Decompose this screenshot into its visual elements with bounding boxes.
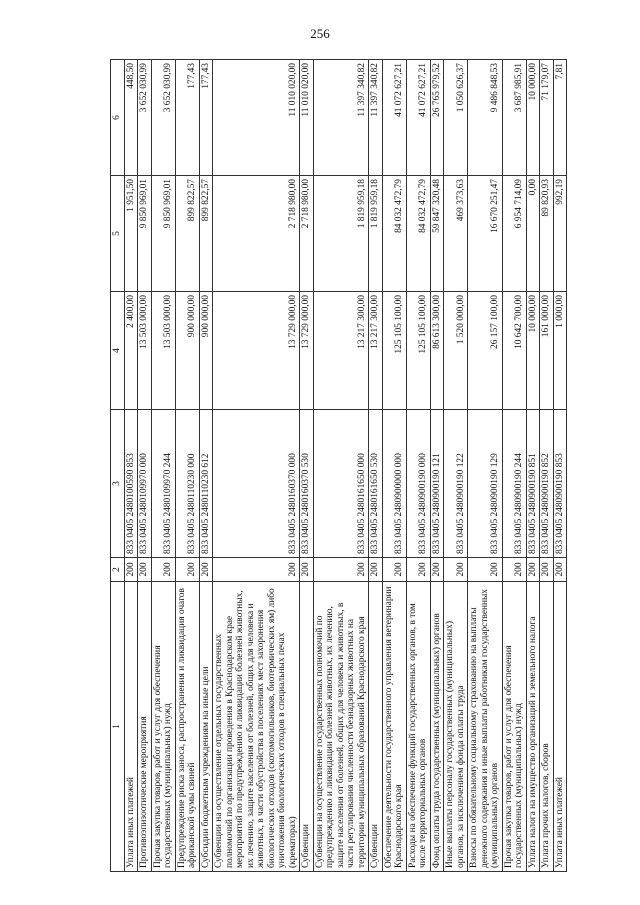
executed-amount-cell: 9 850 969,01: [151, 176, 175, 292]
executed-amount-cell: 59 847 320,48: [430, 176, 444, 292]
rotated-table-container: [110, 60, 610, 872]
approved-amount-cell: 13 503 000,00: [138, 292, 152, 410]
line-code-cell: 200: [151, 558, 175, 582]
description-cell: Уплата налога на имущество организаций и земельного налога: [526, 582, 540, 872]
header-cell-4: 4: [111, 292, 125, 410]
table-row: [300, 60, 314, 872]
executed-amount-cell: 84 032 472,79: [382, 176, 406, 292]
table-row: [199, 60, 213, 872]
line-code-cell: 200: [468, 558, 503, 582]
line-code-cell: 200: [382, 558, 406, 582]
approved-amount-cell: 86 613 300,00: [430, 292, 444, 410]
budget-code-cell: 833 0405 2480110230 612: [199, 410, 213, 558]
table-row: [175, 60, 199, 872]
budget-table: [110, 59, 567, 872]
approved-amount-cell: 900 000,00: [199, 292, 213, 410]
budget-code-cell: 833 0405 2480109970 244: [151, 410, 175, 558]
approved-amount-cell: 13 729 000,00: [213, 292, 300, 410]
table-row: [382, 60, 406, 872]
header-cell-1: 1: [111, 582, 125, 872]
line-code-cell: 200: [406, 558, 430, 582]
table-row: [124, 60, 138, 872]
table-row: [526, 60, 540, 872]
line-code-cell: 200: [175, 558, 199, 582]
unexecuted-amount-cell: 3 652 030,99: [138, 60, 152, 176]
header-cell-2: 2: [111, 558, 125, 582]
executed-amount-cell: 0,00: [526, 176, 540, 292]
budget-code-cell: 833 0405 2480900190 122: [444, 410, 468, 558]
line-code-cell: 200: [313, 558, 369, 582]
description-cell: Иные выплаты персоналу государственных (муниципальных) органов, за исключением фонда оплаты труда: [444, 582, 468, 872]
executed-amount-cell: 469 373,63: [444, 176, 468, 292]
approved-amount-cell: 26 157 100,00: [468, 292, 503, 410]
budget-code-cell: 833 0405 2480161650 000: [313, 410, 369, 558]
description-cell: Уплата иных платежей: [124, 582, 138, 872]
description-cell: Субвенции на осуществление государственных полномочий по предупреждению и ликвидации болезней животных, их лечению, защите населения от болезней, общих для человека и животных, в части регулирования численности безнадзорных животных на территории муниципальных образований Краснодарского края: [313, 582, 369, 872]
table-header-row: [111, 60, 125, 872]
budget-code-cell: 833 0405 2480900190 121: [430, 410, 444, 558]
rotated-table-frame: [110, 60, 610, 872]
table-row: [138, 60, 152, 872]
line-code-cell: 200: [213, 558, 300, 582]
budget-code-cell: 833 0405 2480900000 000: [382, 410, 406, 558]
budget-code-cell: 833 0405 2480900190 853: [553, 410, 567, 558]
line-code-cell: 200: [124, 558, 138, 582]
description-cell: Субвенции: [369, 582, 383, 872]
approved-amount-cell: 2 400,00: [124, 292, 138, 410]
page-number: 256: [310, 26, 330, 41]
unexecuted-amount-cell: 3 687 985,91: [502, 60, 526, 176]
line-code-cell: 200: [502, 558, 526, 582]
description-cell: Противоэпизоотические мероприятия: [138, 582, 152, 872]
table-row: [151, 60, 175, 872]
executed-amount-cell: 89 820,93: [540, 176, 554, 292]
budget-code-cell: 833 0405 2480900190 000: [406, 410, 430, 558]
table-header: [111, 60, 125, 872]
executed-amount-cell: 9 850 969,01: [138, 176, 152, 292]
executed-amount-cell: 2 718 980,00: [300, 176, 314, 292]
budget-code-cell: 833 0405 2480100590 853: [124, 410, 138, 558]
description-cell: Предупреждение риска заноса, распространения и ликвидация очагов африканской чумы свиней: [175, 582, 199, 872]
unexecuted-amount-cell: 11 397 340,82: [313, 60, 369, 176]
line-code-cell: 200: [526, 558, 540, 582]
budget-code-cell: 833 0405 2480110230 000: [175, 410, 199, 558]
approved-amount-cell: 900 000,00: [175, 292, 199, 410]
line-code-cell: 200: [199, 558, 213, 582]
approved-amount-cell: 161 000,00: [540, 292, 554, 410]
approved-amount-cell: 13 729 000,00: [300, 292, 314, 410]
unexecuted-amount-cell: 7,81: [553, 60, 567, 176]
approved-amount-cell: 13 217 300,00: [313, 292, 369, 410]
budget-code-cell: 833 0405 2480160370 530: [300, 410, 314, 558]
approved-amount-cell: 10 642 700,00: [502, 292, 526, 410]
executed-amount-cell: 1 819 959,18: [313, 176, 369, 292]
unexecuted-amount-cell: 177,43: [199, 60, 213, 176]
unexecuted-amount-cell: 11 010 020,00: [213, 60, 300, 176]
description-cell: Обеспечение деятельности государственного управления ветеринарии Краснодарского края: [382, 582, 406, 872]
approved-amount-cell: 13 217 300,00: [369, 292, 383, 410]
budget-code-cell: 833 0405 2480900190 851: [526, 410, 540, 558]
budget-code-cell: 833 0405 2480900190 852: [540, 410, 554, 558]
budget-code-cell: 833 0405 2480900190 244: [502, 410, 526, 558]
description-cell: Уплата прочих налогов, сборов: [540, 582, 554, 872]
executed-amount-cell: 84 032 472,79: [406, 176, 430, 292]
table-row: [468, 60, 503, 872]
description-cell: Взносы по обязательному социальному страхованию на выплаты денежного содержания и иные выплаты работникам государственных (муниципальных) органов: [468, 582, 503, 872]
unexecuted-amount-cell: 177,43: [175, 60, 199, 176]
table-row: [540, 60, 554, 872]
line-code-cell: 200: [369, 558, 383, 582]
description-cell: Прочая закупка товаров, работ и услуг для обеспечения государственных (муниципальных) нужд: [502, 582, 526, 872]
header-cell-5: 5: [111, 176, 125, 292]
description-cell: Уплата иных платежей: [553, 582, 567, 872]
table-body: [124, 60, 567, 872]
executed-amount-cell: 1 819 959,18: [369, 176, 383, 292]
budget-code-cell: 833 0405 2480900190 129: [468, 410, 503, 558]
approved-amount-cell: 1 520 000,00: [444, 292, 468, 410]
approved-amount-cell: 13 503 000,00: [151, 292, 175, 410]
line-code-cell: 200: [138, 558, 152, 582]
approved-amount-cell: 1 000,00: [553, 292, 567, 410]
budget-code-cell: 833 0405 2480160370 000: [213, 410, 300, 558]
unexecuted-amount-cell: 1 050 626,37: [444, 60, 468, 176]
unexecuted-amount-cell: 10 000,00: [526, 60, 540, 176]
line-code-cell: 200: [300, 558, 314, 582]
unexecuted-amount-cell: 41 072 627,21: [382, 60, 406, 176]
executed-amount-cell: 2 718 980,00: [213, 176, 300, 292]
table-row: [213, 60, 300, 872]
line-code-cell: 200: [553, 558, 567, 582]
unexecuted-amount-cell: 448,50: [124, 60, 138, 176]
table-row: [369, 60, 383, 872]
executed-amount-cell: 992,19: [553, 176, 567, 292]
header-cell-3: 3: [111, 410, 125, 558]
budget-code-cell: 833 0405 2480161650 530: [369, 410, 383, 558]
unexecuted-amount-cell: 71 179,07: [540, 60, 554, 176]
approved-amount-cell: 125 105 100,00: [382, 292, 406, 410]
table-row: [553, 60, 567, 872]
description-cell: Расходы на обеспечение функций государственных органов, в том числе территориальных органов: [406, 582, 430, 872]
description-cell: Субсидии бюджетным учреждениям на иные цели: [199, 582, 213, 872]
table-row: [406, 60, 430, 872]
unexecuted-amount-cell: 3 652 030,99: [151, 60, 175, 176]
unexecuted-amount-cell: 26 765 979,52: [430, 60, 444, 176]
budget-code-cell: 833 0405 2480109970 000: [138, 410, 152, 558]
unexecuted-amount-cell: 11 010 020,00: [300, 60, 314, 176]
executed-amount-cell: 16 670 251,47: [468, 176, 503, 292]
header-cell-6: 6: [111, 60, 125, 176]
executed-amount-cell: 899 822,57: [175, 176, 199, 292]
line-code-cell: 200: [540, 558, 554, 582]
description-cell: Субвенции: [300, 582, 314, 872]
executed-amount-cell: 6 954 714,09: [502, 176, 526, 292]
line-code-cell: 200: [430, 558, 444, 582]
approved-amount-cell: 10 000,00: [526, 292, 540, 410]
line-code-cell: 200: [444, 558, 468, 582]
description-cell: Прочая закупка товаров, работ и услуг для обеспечения государственных (муниципальных) нужд: [151, 582, 175, 872]
unexecuted-amount-cell: 11 397 340,82: [369, 60, 383, 176]
table-row: [430, 60, 444, 872]
executed-amount-cell: 899 822,57: [199, 176, 213, 292]
approved-amount-cell: 125 105 100,00: [406, 292, 430, 410]
table-row: [502, 60, 526, 872]
description-cell: Субвенции на осуществление отдельных государственных полномочий по организации проведения в Краснодарском крае мероприятий по предупреждению и ликвидации болезней животных, их лечению, защите населения от болезней, общих для человека и животных, в части обустройства в поселениях мест захоронения биологических отходов (скотомогильников, биотермических ям) либо уничтожения биологических отходов в специальных печах (крематорах): [213, 582, 300, 872]
description-cell: Фонд оплаты труда государственных (муниципальных) органов: [430, 582, 444, 872]
table-row: [313, 60, 369, 872]
table-row: [444, 60, 468, 872]
unexecuted-amount-cell: 41 072 627,21: [406, 60, 430, 176]
executed-amount-cell: 1 951,50: [124, 176, 138, 292]
unexecuted-amount-cell: 9 486 848,53: [468, 60, 503, 176]
